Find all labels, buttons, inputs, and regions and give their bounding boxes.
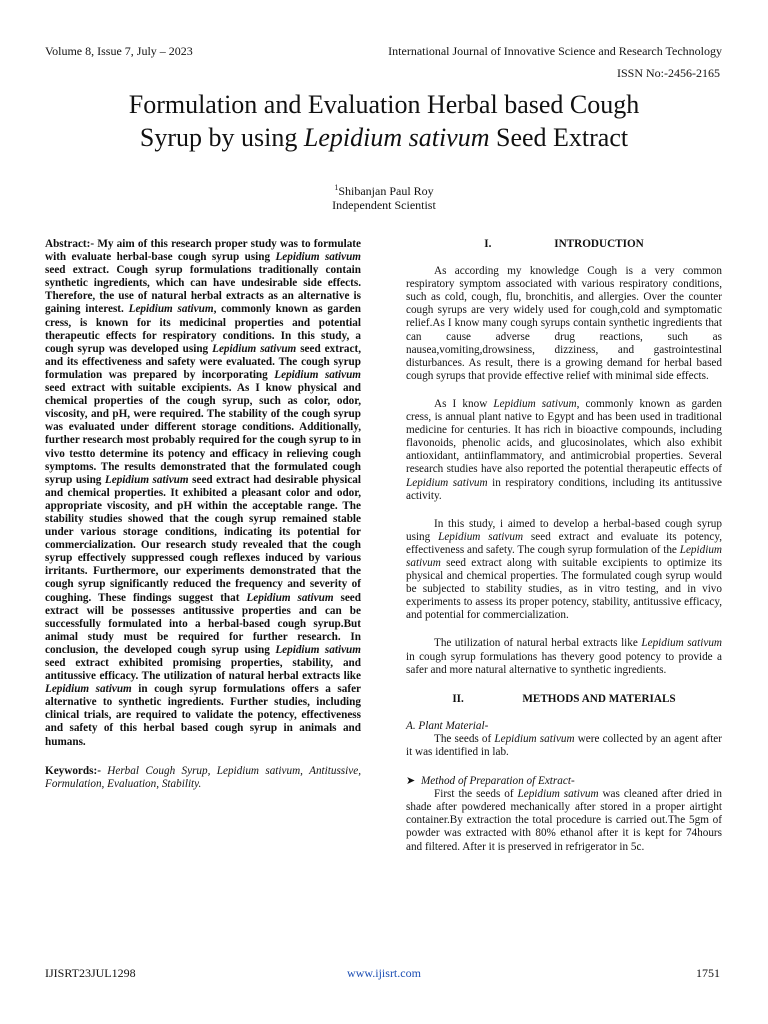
abstract: Abstract:- My aim of this research proper study was to formulate with evaluate herbal-base cough syrup using Lepidium sativum seed extract. Cough syrup formulations traditionally contain synthetic ingredients, which can have undesirable side effects. Therefore, the use of natural herbal extracts as an alternative is gaining interest. Lepidium sativum, commonly known as garden cress, is known for its medicinal properties and potential therapeutic effects for respiratory conditions. In this study, a cough syrup was developed using Lepidium sativum seed extract, and its effectiveness and safety were evaluated. The cough syrup formulation was prepared by incorporating Lepidium sativum seed extract with suitable excipients. As I know physical and chemical properties of the cough syrup, such as color, odor, viscosity, and pH, were required. The stability of the cough syrup was evaluated under different storage conditions. Additionally, further research most probably required for the cough syrup to in vivo testto determine its potency and efficacy in relieving cough symptoms. The results demonstrated that the formulated cough syrup using Lepidium sativum seed extract had desirable physical and chemical properties. It exhibited a pleasant color and odor, appropriate viscosity, and pH within the acceptable range. The stability studies showed that the cough syrup remained stable under various storage conditions, indicating its potential for commercialization. Our research study revealed that the cough syrup effectively suppressed cough reflexes induced by various irritants. Furthermore, our experiments demonstrated that the cough syrup significantly reduced the frequency and severity of coughing. These findings suggest that Lepidium sativum seed extract will be possesses antitussive properties and can be successfully formulated into a herbal-based cough syrup.But animal study must be required for further research. In conclusion, the developed cough syrup using Lepidium sativum seed extract exhibited promising properties, stability, and antitussive efficacy. The utilization of natural herbal extracts like Lepidium sativum in cough syrup formulations offers a safer alternative to synthetic ingredients. Further studies, including clinical trials, are required to validate the potency, effectiveness and safety of this herbal based cough syrup in animals and humans.	[45, 238, 362, 748]
intro-paragraph-2: As I know Lepidium sativum, commonly known as garden cress, is annual plant native to Egypt and has been used in traditional medicine for centuries. It has rich in bioactive compounds, including flavonoids, phenolic acids, and glucosinolates, which also exhibit antioxidant, antiinflammatory, and antimicrobial properties. Several research studies have also reported the potential therapeutic effects of Lepidium sativum in respiratory conditions, including its antitussive activity.	[406, 397, 722, 502]
section-heading-methods: II. METHODS AND MATERIALS	[452, 692, 676, 705]
author-name: $^1$Shibanjan Paul Roy	[334, 183, 434, 198]
journal-name: International Journal of Innovative Science and Research Technology	[388, 44, 722, 58]
paper-id: IJISRT23JUL1298	[45, 966, 136, 980]
volume-info: Volume 8, Issue 7, July – 2023	[45, 44, 193, 58]
subsection-extract-preparation: ➤ Method of Preparation of Extract-	[406, 775, 575, 788]
right-column	[406, 238, 722, 854]
journal-url-link[interactable]: www.ijisrt.com	[347, 966, 421, 980]
plant-material-paragraph: The seeds of Lepidium sativum were collected by an agent after it was identified in lab.	[406, 732, 723, 758]
subsection-plant-material: A. Plant Material-	[406, 719, 489, 732]
paper-title: Formulation and Evaluation Herbal based Cough Syrup by using Lepidium sativum Seed Extract	[128, 90, 640, 152]
author-affiliation: Independent Scientist	[332, 198, 436, 212]
issn: ISSN No:-2456-2165	[616, 66, 720, 80]
intro-paragraph-1: As according my knowledge Cough is a very common respiratory symptom associated with various respiratory conditions, such as cold, cough, flu, bronchitis, and allergies. Over the counter cough syrups are very widely used for cough,cold and symptomatic relief.As I know many cough syrups contain synthetic ingredients that can cause adverse drug reactions, such as nausea,vomiting,drowsiness, dizziness, and gastrointestinal disturbances. As result, there is a growing demand for herbal based cough syrups that provide effective relief with minimal side effects.	[406, 265, 722, 382]
author-block	[0, 181, 768, 212]
keywords: Keywords:- Herbal Cough Syrup, Lepidium sativum, Antitussive, Formulation, Evaluation, Stability.	[45, 764, 361, 790]
page-number: 1751	[696, 966, 720, 980]
left-column	[45, 238, 361, 791]
extract-preparation-paragraph: First the seeds of Lepidium sativum was cleaned after dried in shade after powdered mechanically after stored in a proper airtight container.By extraction the total procedure is carried out.The 5gm of powder was extracted with 80% ethanol after it is kept for 74hours and filtered. After it is preserved in refrigerator in 5c.	[406, 788, 722, 853]
section-heading-introduction: I. INTRODUCTION	[484, 238, 644, 250]
intro-paragraph-4: The utilization of natural herbal extracts like Lepidium sativum in cough syrup formulations has thevery good potency to provide a safer and more natural alternative to synthetic ingredients.	[406, 637, 722, 676]
intro-paragraph-3: In this study, i aimed to develop a herbal-based cough syrup using Lepidium sativum seed extract and evaluate its potency, effectiveness and safety. The cough syrup formulation of the Lepidium sativum seed extract along with suitable excipients to optimize its physical and chemical properties. The formulated cough syrup would be subjected to stability studies, as in vitro testing, and in vivo experiments to assess its proper potency, stability, antitussive efficacy, and potential for commercialization.	[406, 517, 722, 622]
arrow-bullet-icon: ➤	[406, 775, 416, 788]
